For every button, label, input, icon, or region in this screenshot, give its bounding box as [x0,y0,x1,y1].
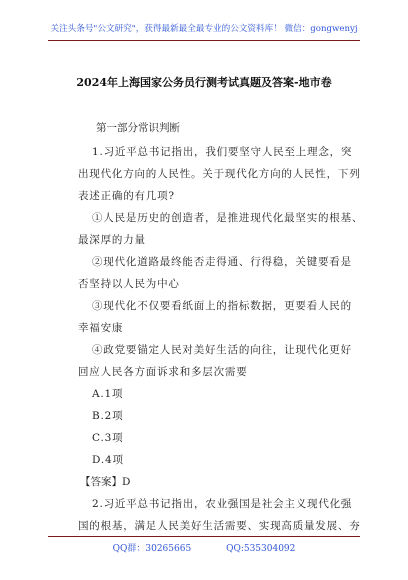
question-1-line-2: 出现代化方向的人民性。关于现代化方向的人民性，下列 [78,168,361,180]
footer [0,541,408,554]
footer-qq-contact: QQ:535304092 [226,544,296,554]
choice-c: C.3项 [92,432,124,444]
option-2-line-2: 否坚持以人民为中心 [78,278,180,290]
header-divider [48,40,360,41]
option-1-line-1: ①人民是历史的创造者，是推进现代化最坚实的根基、 [92,212,364,224]
question-1-line-1: 1.习近平总书记指出，我们要坚守人民至上理念，突 [92,146,353,158]
option-2-line-1: ②现代化道路最终能否走得通、行得稳，关键要看是 [92,256,352,268]
question-2-line-1: 2.习近平总书记指出，农业强国是社会主义现代化强 [92,498,353,510]
option-3-line-1: ③现代化不仅要看纸面上的指标数据，更要看人民的 [92,300,352,312]
header-notice: 关注头条号"公文研究"，获得最新最全最专业的公文资料库！ 微信：gongwenyj [50,24,358,34]
option-1-line-2: 最深厚的力量 [78,234,146,246]
section-heading: 第一部分常识判断 [96,122,180,134]
option-3-line-2: 幸福安康 [78,322,124,334]
option-4-line-2: 回应人民各方面诉求和多层次需要 [78,366,248,378]
choice-d: D.4项 [92,454,124,466]
option-4-line-1: ④政党要锚定人民对美好生活的向往，让现代化更好 [92,344,352,356]
choice-a: A.1项 [92,388,124,400]
choice-b: B.2项 [92,410,124,422]
question-2-line-2: 国的根基，满足人民美好生活需要、实现高质量发展、夯 [78,520,361,532]
footer-divider [48,536,360,537]
question-1-line-3: 表述正确的有几项? [78,190,175,202]
document-title: 2024年上海国家公务员行测考试真题及答案-地市卷 [76,76,332,89]
footer-qq-group: QQ群：30265665 [112,544,192,554]
answer-label: 【答案】D [80,476,131,488]
